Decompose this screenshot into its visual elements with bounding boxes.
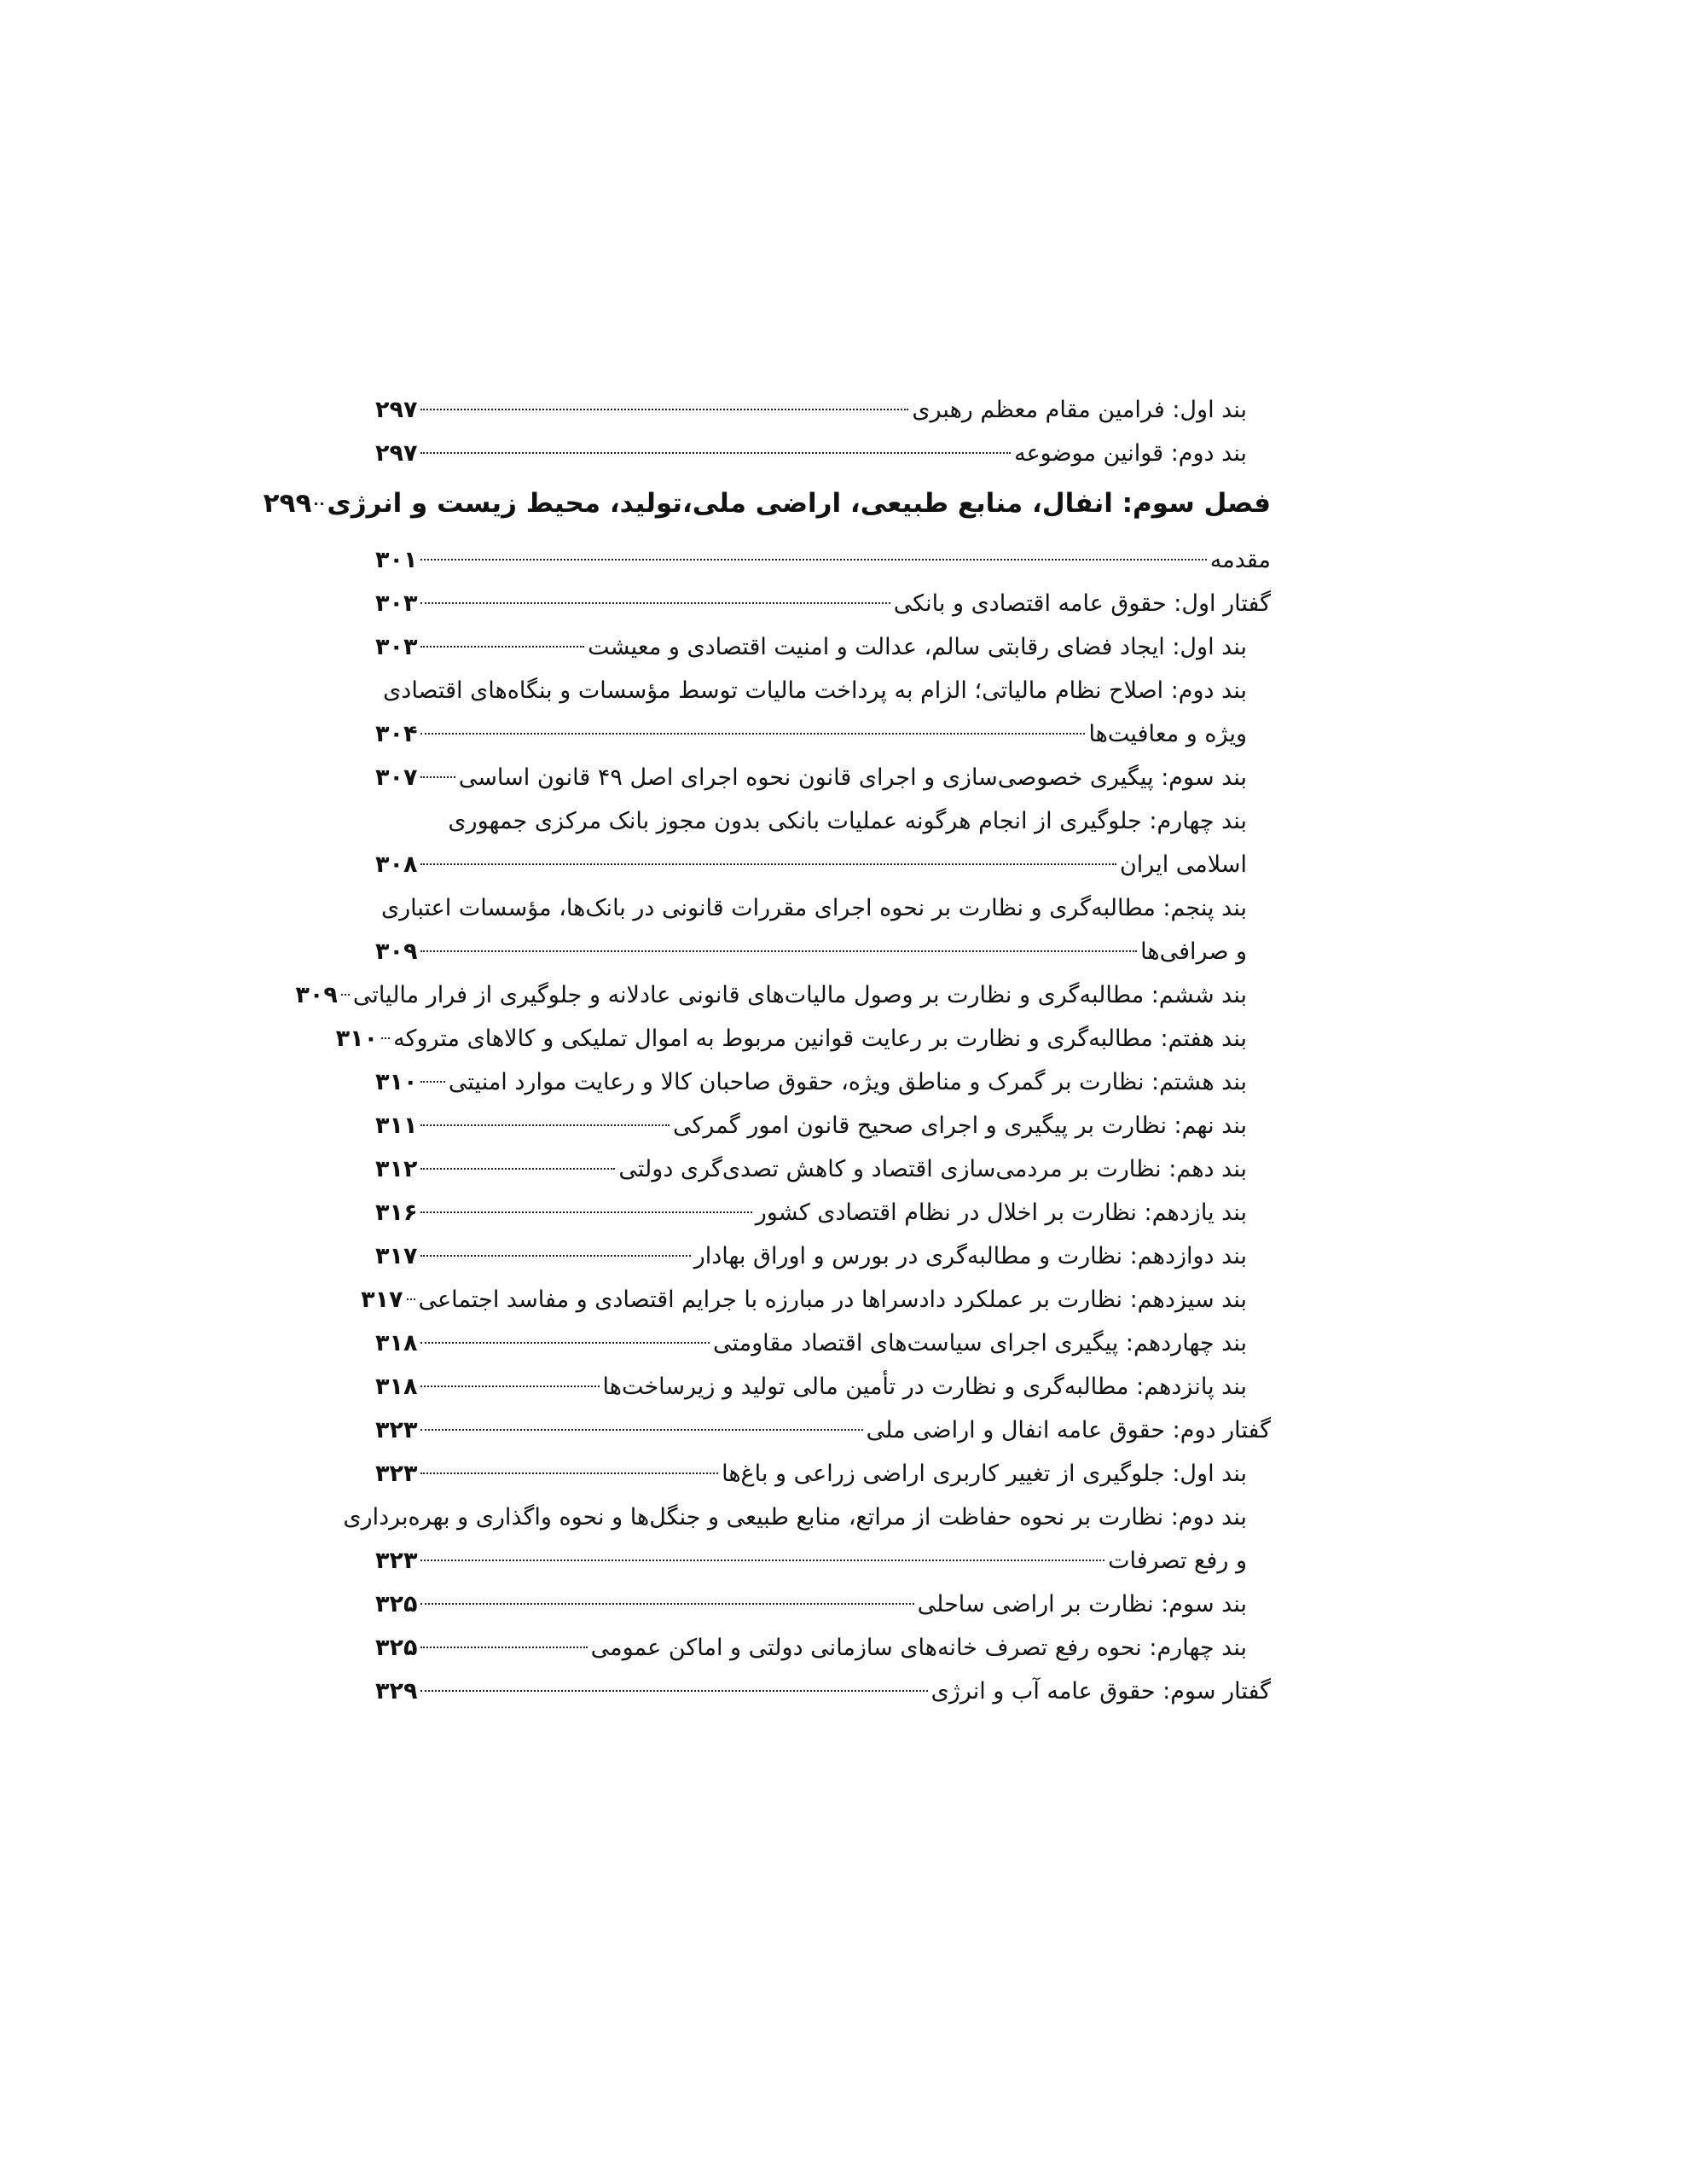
toc-page-number: ۳۲۵ [375, 1591, 418, 1618]
toc-entry[interactable] [375, 538, 1271, 582]
toc-entry-label: بند چهارم: جلوگیری از انجام هرگونه عملیات بانکی بدون مجوز بانک مرکزی جمهوری [448, 808, 1247, 834]
toc-entry-label: بند سیزدهم: نظارت بر عملکرد دادسراها در مبارزه با جرایم اقتصادی و مفاسد اجتماعی [418, 1287, 1247, 1313]
toc-entry[interactable] [335, 1017, 1271, 1060]
toc-entry[interactable] [375, 582, 1271, 625]
toc-entry[interactable] [375, 1234, 1271, 1278]
toc-page-number: ۳۰۹ [375, 938, 418, 965]
toc-page-number: ۳۲۳ [375, 1417, 418, 1443]
toc-entry-label: بند اول: ایجاد فضای رقابتی سالم، عدالت و امنیت اقتصادی و معیشت [588, 634, 1247, 660]
dot-leader [420, 733, 1085, 735]
dot-leader [420, 1603, 913, 1605]
toc-entry[interactable] [375, 1147, 1271, 1191]
toc-entry[interactable] [375, 1104, 1271, 1147]
toc-entry-label: مقدمه [1209, 547, 1271, 573]
toc-entry-label: بند دوم: اصلاح نظام مالیاتی؛ الزام به پرداخت مالیات توسط مؤسسات و بنگاه‌های اقتصادی [383, 677, 1247, 704]
chapter-title: فصل سوم: انفال، منابع طبیعی، اراضی ملی،تولید، محیط زیست و انرژی [327, 488, 1271, 519]
toc-entry[interactable] [375, 1321, 1271, 1365]
toc-page-number: ۲۹۹ [263, 488, 312, 519]
toc-entry-label: بند نهم: نظارت بر پیگیری و اجرای صحیح قانون امور گمرکی [673, 1112, 1247, 1139]
toc-page-number: ۳۲۹ [375, 1678, 418, 1705]
dot-leader [420, 776, 455, 778]
dot-leader [420, 1690, 927, 1692]
toc-page-number: ۳۱۸ [375, 1374, 418, 1400]
toc-entry[interactable] [375, 712, 1271, 756]
toc-entry[interactable] [375, 1626, 1271, 1670]
toc-page-number: ۳۲۳ [375, 1548, 418, 1574]
toc-entry-label: بند هفتم: مطالبه‌گری و نظارت بر رعایت قوانین مربوط به اموال تملیکی و کالاهای متروکه [393, 1025, 1247, 1052]
dot-leader [420, 602, 890, 604]
dot-leader [420, 1081, 444, 1083]
dot-leader [420, 452, 1011, 454]
dot-leader [420, 1255, 690, 1257]
toc-entry-label: بند چهارم: نحوه رفع تصرف خانه‌های سازمانی دولتی و اماکن عمومی [590, 1635, 1247, 1661]
dot-leader [341, 994, 350, 996]
dot-leader [420, 1472, 718, 1474]
dot-leader [420, 1342, 710, 1344]
toc-page-number: ۲۹۷ [375, 397, 418, 423]
toc-page-number: ۳۱۰ [335, 1025, 379, 1052]
toc-page-number: ۳۰۱ [375, 547, 418, 573]
toc-page-number: ۳۰۴ [375, 721, 418, 747]
toc-entry-label: بند چهاردهم: پیگیری اجرای سیاست‌های اقتصاد مقاومتی [713, 1330, 1247, 1356]
dot-leader [420, 1168, 615, 1170]
toc-entry[interactable] [375, 1583, 1271, 1626]
toc-page-number: ۲۹۷ [375, 440, 418, 467]
toc-entry[interactable] [375, 432, 1271, 475]
dot-leader [420, 1429, 862, 1431]
toc-entry[interactable] [375, 843, 1271, 886]
dot-leader [420, 1211, 751, 1213]
toc-entry-label: ویژه و معافیت‌ها [1088, 721, 1247, 747]
toc-entry[interactable] [375, 1191, 1271, 1234]
toc-entry-label: اسلامی ایران [1119, 851, 1247, 878]
dot-leader [407, 1298, 415, 1300]
toc-entry-label: بند دوازدهم: نظارت و مطالبه‌گری در بورس و اوراق بهادار [693, 1243, 1247, 1269]
dot-leader [420, 409, 908, 410]
toc-entry[interactable] [375, 930, 1271, 973]
toc-entry-label: گفتار اول: حقوق عامه اقتصادی و بانکی [893, 590, 1271, 617]
toc-entry[interactable] [375, 886, 1271, 930]
toc-page-number: ۳۱۲ [375, 1156, 418, 1182]
toc-entry[interactable] [375, 1452, 1271, 1496]
toc-page-number: ۳۰۸ [375, 851, 418, 878]
toc-entry[interactable] [375, 388, 1271, 432]
toc-page-number: ۳۰۳ [375, 590, 418, 617]
toc-entry-label: بند ششم: مطالبه‌گری و نظارت بر وصول مالیات‌های قانونی عادلانه و جلوگیری از فرار مالیاتی [352, 982, 1247, 1008]
toc-entry-label: بند دوم: قوانین موضوعه [1014, 440, 1247, 467]
toc-entry[interactable] [375, 756, 1271, 799]
toc-page-number: ۳۲۵ [375, 1635, 418, 1661]
toc-entry-label: بند پنجم: مطالبه‌گری و نظارت بر نحوه اجرای مقررات قانونی در بانک‌ها، مؤسسات اعتباری [380, 895, 1247, 921]
toc-entry[interactable] [375, 1060, 1271, 1104]
toc-entry[interactable] [375, 799, 1271, 843]
dot-leader [420, 863, 1116, 865]
toc-entry-label: گفتار دوم: حقوق عامه انفال و اراضی ملی [866, 1417, 1271, 1443]
toc-entry-label: بند هشتم: نظارت بر گمرک و مناطق ویژه، حقوق صاحبان کالا و رعایت موارد امنیتی [448, 1069, 1247, 1095]
dot-leader [420, 1560, 1104, 1561]
toc-entry-label: بند یازدهم: نظارت بر اخلال در نظام اقتصادی کشور [755, 1199, 1247, 1226]
toc-page-number: ۳۱۰ [375, 1069, 418, 1095]
dot-leader [420, 1124, 670, 1126]
dot-leader [420, 950, 1137, 952]
toc-entry-label: بند اول: فرامین مقام معظم رهبری [912, 397, 1247, 423]
toc-page-number: ۳۱۶ [375, 1199, 418, 1226]
toc-entry-label: بند سوم: پیگیری خصوصی‌سازی و اجرای قانون نحوه اجرای اصل ۴۹ قانون اساسی [458, 764, 1247, 791]
toc-entry[interactable] [375, 1365, 1271, 1409]
toc-page-number: ۳۱۸ [375, 1330, 418, 1356]
toc-page-number: ۳۲۳ [375, 1461, 418, 1487]
toc-entry-label: بند دهم: نظارت بر مردمی‌سازی اقتصاد و کاهش تصدی‌گری دولتی [618, 1156, 1247, 1182]
toc-page-number: ۳۱۷ [361, 1287, 403, 1313]
toc-entry[interactable] [375, 1539, 1271, 1583]
dot-leader [420, 1647, 587, 1648]
toc-page-number: ۳۱۱ [375, 1112, 418, 1139]
dot-leader [381, 1037, 390, 1039]
toc-entry[interactable] [375, 1409, 1271, 1452]
dot-leader [420, 646, 584, 648]
table-of-contents [263, 388, 1271, 1713]
dot-leader [420, 1385, 599, 1387]
toc-entry[interactable] [375, 1670, 1271, 1713]
toc-entry-label: بند سوم: نظارت بر اراضی ساحلی [917, 1591, 1247, 1618]
toc-page-number: ۳۰۹ [295, 982, 338, 1008]
toc-entry-label: و رفع تصرفات [1108, 1548, 1247, 1574]
toc-entry[interactable] [343, 1496, 1271, 1539]
toc-entry[interactable] [375, 625, 1271, 669]
dot-leader [420, 559, 1206, 561]
toc-page-number: ۳۰۳ [375, 634, 418, 660]
toc-entry-label: بند اول: جلوگیری از تغییر کاربری اراضی زراعی و باغ‌ها [722, 1461, 1247, 1487]
toc-entry-label: گفتار سوم: حقوق عامه آب و انرژی [930, 1678, 1271, 1705]
toc-entry-label: بند پانزدهم: مطالبه‌گری و نظارت در تأمین مالی تولید و زیرساخت‌ها [602, 1374, 1247, 1400]
toc-entry-label: بند دوم: نظارت بر نحوه حفاظت از مراتع، منابع طبیعی و جنگل‌ها و نحوه واگذاری و بهره‌برداری [343, 1504, 1247, 1531]
toc-entry[interactable] [375, 669, 1271, 712]
toc-entry[interactable] [361, 1278, 1271, 1321]
toc-entry[interactable] [263, 475, 1271, 531]
toc-page-number: ۳۰۷ [375, 764, 418, 791]
toc-entry-label: و صرافی‌ها [1140, 938, 1247, 965]
dot-leader [315, 502, 323, 505]
toc-page-number: ۳۱۷ [375, 1243, 418, 1269]
toc-entry[interactable] [295, 973, 1271, 1017]
